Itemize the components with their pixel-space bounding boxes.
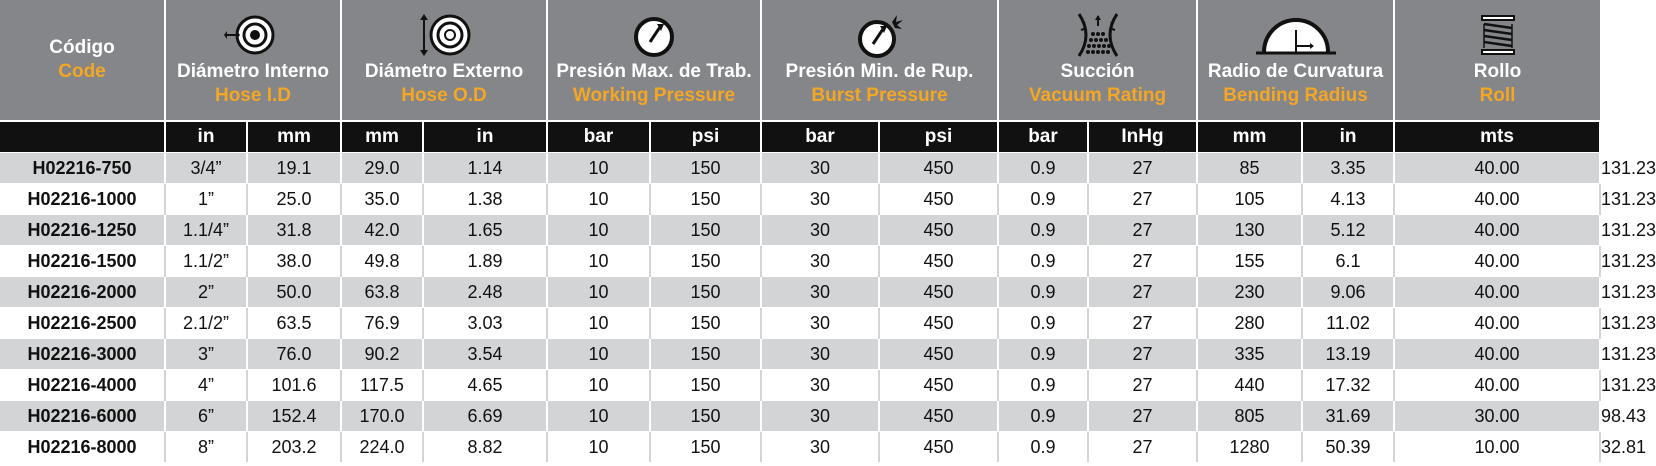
code-cell: H02216-3000: [0, 339, 165, 370]
table-body: [0, 153, 1656, 463]
value-cell: 450: [879, 339, 998, 370]
value-cell: 6.1: [1302, 246, 1394, 277]
unit-cell: psi: [650, 121, 761, 153]
value-cell: 450: [879, 370, 998, 401]
value-cell: 27: [1088, 308, 1197, 339]
value-cell: 4.13: [1302, 184, 1394, 215]
value-cell: 0.9: [998, 246, 1088, 277]
value-cell: 8”: [165, 432, 247, 463]
inner-diameter-icon: [223, 10, 283, 60]
value-cell: 150: [650, 308, 761, 339]
value-cell: 30: [761, 308, 879, 339]
value-cell: 76.9: [341, 308, 423, 339]
value-cell: 8.82: [423, 432, 547, 463]
header-working-pressure-es: Presión Max. de Trab.: [556, 61, 752, 82]
value-cell: 224.0: [341, 432, 423, 463]
header-code-es: Código: [49, 37, 115, 58]
value-cell: 76.0: [247, 339, 341, 370]
value-cell: 5.12: [1302, 215, 1394, 246]
value-cell: 2.48: [423, 277, 547, 308]
value-cell: 17.32: [1302, 370, 1394, 401]
code-cell: H02216-6000: [0, 401, 165, 432]
value-cell: 805: [1197, 401, 1302, 432]
value-cell: 40.00: [1394, 153, 1600, 184]
value-cell: 10.00: [1394, 432, 1600, 463]
unit-cell: in: [423, 121, 547, 153]
table-row: H02216-3000 3” 76.0 90.2 3.54 10 150 30 450 0.9 27 335 13.19 40.00 131.23: [0, 339, 1600, 370]
value-cell: 1”: [165, 184, 247, 215]
header-hose-id: [165, 0, 341, 121]
value-cell: 150: [650, 184, 761, 215]
value-cell: 27: [1088, 184, 1197, 215]
header-hose-id-es: Diámetro Interno: [176, 61, 330, 82]
value-cell: 1280: [1197, 432, 1302, 463]
unit-cell: mm: [341, 121, 423, 153]
unit-cell: mm: [247, 121, 341, 153]
value-cell: 50.0: [247, 277, 341, 308]
header-working-pressure: [547, 0, 761, 121]
code-cell: H02216-1500: [0, 246, 165, 277]
code-cell: H02216-1000: [0, 184, 165, 215]
value-cell: 1.1/2”: [165, 246, 247, 277]
value-cell: 0.9: [998, 277, 1088, 308]
value-cell: 10: [547, 277, 650, 308]
value-cell: 3.35: [1302, 153, 1394, 184]
code-cell: H02216-1250: [0, 215, 165, 246]
value-cell: 130: [1197, 215, 1302, 246]
value-cell: 150: [650, 401, 761, 432]
value-cell: 38.0: [247, 246, 341, 277]
header-bending-radius: [1197, 0, 1394, 121]
unit-cell: in: [1302, 121, 1394, 153]
coil-icon: [1478, 10, 1518, 60]
unit-cell-code: [0, 121, 165, 153]
code-cell: H02216-2000: [0, 277, 165, 308]
value-cell: 30: [761, 277, 879, 308]
value-cell: 27: [1088, 432, 1197, 463]
header-bending-radius-es: Radio de Curvatura: [1207, 61, 1384, 82]
value-cell: 10: [547, 401, 650, 432]
value-cell: 0.9: [998, 432, 1088, 463]
value-cell: 10: [547, 246, 650, 277]
header-hose-od-es: Diámetro Externo: [364, 61, 524, 82]
value-cell: 40.00: [1394, 215, 1600, 246]
table-row: H02216-8000 8” 203.2 224.0 8.82 10 150 30 450 0.9 27 1280 50.39 10.00 32.81: [0, 432, 1600, 463]
value-cell: 27: [1088, 215, 1197, 246]
pressure-gauge-icon: [631, 10, 677, 60]
value-cell: 1.38: [423, 184, 547, 215]
unit-cell: bar: [761, 121, 879, 153]
table-row: H02216-750 3/4” 19.1 29.0 1.14 10 150 30 450 0.9 27 85 3.35 40.00 131.23: [0, 153, 1600, 184]
code-cell: H02216-2500: [0, 308, 165, 339]
value-cell: 29.0: [341, 153, 423, 184]
code-cell: H02216-750: [0, 153, 165, 184]
code-cell: H02216-4000: [0, 370, 165, 401]
value-cell: 27: [1088, 370, 1197, 401]
table-row: H02216-1250 1.1/4” 31.8 42.0 1.65 10 150 30 450 0.9 27 130 5.12 40.00 131.23: [0, 215, 1600, 246]
value-cell: 230: [1197, 277, 1302, 308]
unit-cell: mts: [1394, 121, 1600, 153]
value-cell: 0.9: [998, 215, 1088, 246]
value-cell: 450: [879, 308, 998, 339]
value-cell: 40.00: [1394, 370, 1600, 401]
value-cell: 30: [761, 153, 879, 184]
value-cell: 30: [761, 432, 879, 463]
value-cell: 4.65: [423, 370, 547, 401]
value-cell: 6.69: [423, 401, 547, 432]
value-cell: 0.9: [998, 401, 1088, 432]
value-cell: 155: [1197, 246, 1302, 277]
table-row: H02216-6000 6” 152.4 170.0 6.69 10 150 30 450 0.9 27 805 31.69 30.00 98.43: [0, 401, 1600, 432]
value-cell: 30: [761, 401, 879, 432]
value-cell: 30: [761, 215, 879, 246]
value-cell: 63.8: [341, 277, 423, 308]
value-cell: 3”: [165, 339, 247, 370]
value-cell: 6”: [165, 401, 247, 432]
value-cell: 13.19: [1302, 339, 1394, 370]
value-cell: 40.00: [1394, 277, 1600, 308]
value-cell: 440: [1197, 370, 1302, 401]
value-cell: 450: [879, 277, 998, 308]
header-code: [0, 0, 165, 121]
value-cell: 10: [547, 153, 650, 184]
table-row: H02216-1500 1.1/2” 38.0 49.8 1.89 10 150 30 450 0.9 27 155 6.1 40.00 131.23: [0, 246, 1600, 277]
value-cell: 40.00: [1394, 184, 1600, 215]
value-cell: 150: [650, 246, 761, 277]
value-cell: 4”: [165, 370, 247, 401]
value-cell: 0.9: [998, 308, 1088, 339]
value-cell: 3.03: [423, 308, 547, 339]
value-cell: 10: [547, 370, 650, 401]
value-cell: 27: [1088, 401, 1197, 432]
value-cell: 10: [547, 184, 650, 215]
value-cell: 10: [547, 308, 650, 339]
value-cell: 49.8: [341, 246, 423, 277]
value-cell: 280: [1197, 308, 1302, 339]
header-code-en: Code: [58, 61, 106, 82]
value-cell: 30.00: [1394, 401, 1600, 432]
value-cell: 11.02: [1302, 308, 1394, 339]
header-roll: [1394, 0, 1600, 121]
value-cell: 150: [650, 339, 761, 370]
value-cell: 31.69: [1302, 401, 1394, 432]
header-burst-pressure-en: Burst Pressure: [811, 85, 948, 106]
header-hose-od: [341, 0, 547, 121]
value-cell: 1.14: [423, 153, 547, 184]
value-cell: 10: [547, 432, 650, 463]
value-cell: 27: [1088, 153, 1197, 184]
value-cell: 0.9: [998, 339, 1088, 370]
value-cell: 30: [761, 184, 879, 215]
value-cell: 2”: [165, 277, 247, 308]
outer-diameter-icon: [414, 10, 474, 60]
value-cell: 0.9: [998, 370, 1088, 401]
value-cell: 150: [650, 370, 761, 401]
header-bending-radius-en: Bending Radius: [1223, 85, 1368, 106]
value-cell: 150: [650, 277, 761, 308]
unit-cell: InHg: [1088, 121, 1197, 153]
unit-cell: psi: [879, 121, 998, 153]
value-cell: 27: [1088, 339, 1197, 370]
value-cell: 19.1: [247, 153, 341, 184]
table-row: H02216-2000 2” 50.0 63.8 2.48 10 150 30 450 0.9 27 230 9.06 40.00 131.23: [0, 277, 1600, 308]
value-cell: 101.6: [247, 370, 341, 401]
value-cell: 450: [879, 153, 998, 184]
value-cell: 85: [1197, 153, 1302, 184]
header-row: [0, 0, 1600, 121]
value-cell: 0.9: [998, 184, 1088, 215]
value-cell: 150: [650, 153, 761, 184]
burst-gauge-icon: [855, 10, 905, 60]
value-cell: 25.0: [247, 184, 341, 215]
value-cell: 30: [761, 339, 879, 370]
table-row: H02216-2500 2.1/2” 63.5 76.9 3.03 10 150 30 450 0.9 27 280 11.02 40.00 131.23: [0, 308, 1600, 339]
value-cell: 0.9: [998, 153, 1088, 184]
value-cell: 450: [879, 246, 998, 277]
header-vacuum-en: Vacuum Rating: [1028, 85, 1167, 106]
value-cell: 1.65: [423, 215, 547, 246]
value-cell: 40.00: [1394, 308, 1600, 339]
value-cell: 10: [547, 215, 650, 246]
value-cell: 450: [879, 184, 998, 215]
unit-cell: bar: [547, 121, 650, 153]
value-cell: 450: [879, 215, 998, 246]
value-cell: 40.00: [1394, 246, 1600, 277]
value-cell: 31.8: [247, 215, 341, 246]
unit-cell: mm: [1197, 121, 1302, 153]
value-cell: 1.1/4”: [165, 215, 247, 246]
header-vacuum: [998, 0, 1197, 121]
value-cell: 150: [650, 432, 761, 463]
unit-cell: in: [165, 121, 247, 153]
unit-row: in mm mm in bar psi bar psi bar InHg mm in mts fts: [0, 121, 1600, 153]
value-cell: 27: [1088, 277, 1197, 308]
value-cell: 50.39: [1302, 432, 1394, 463]
value-cell: 450: [879, 432, 998, 463]
header-burst-pressure: [761, 0, 998, 121]
header-working-pressure-en: Working Pressure: [572, 85, 736, 106]
value-cell: 35.0: [341, 184, 423, 215]
vacuum-icon: [1071, 10, 1125, 60]
value-cell: 2.1/2”: [165, 308, 247, 339]
value-cell: 117.5: [341, 370, 423, 401]
value-cell: 203.2: [247, 432, 341, 463]
value-cell: 10: [547, 339, 650, 370]
value-cell: 30: [761, 246, 879, 277]
value-cell: 27: [1088, 246, 1197, 277]
value-cell: 90.2: [341, 339, 423, 370]
header-vacuum-es: Succión: [1060, 61, 1135, 82]
value-cell: 63.5: [247, 308, 341, 339]
header-burst-pressure-es: Presión Min. de Rup.: [785, 61, 974, 82]
code-cell: H02216-8000: [0, 432, 165, 463]
bending-radius-icon: [1254, 10, 1338, 60]
value-cell: 1.89: [423, 246, 547, 277]
value-cell: 9.06: [1302, 277, 1394, 308]
value-cell: 150: [650, 215, 761, 246]
value-cell: 42.0: [341, 215, 423, 246]
value-cell: 335: [1197, 339, 1302, 370]
header-hose-id-en: Hose I.D: [214, 85, 292, 106]
value-cell: 30: [761, 370, 879, 401]
value-cell: 450: [879, 401, 998, 432]
value-cell: 40.00: [1394, 339, 1600, 370]
unit-cell: bar: [998, 121, 1088, 153]
table-row: H02216-4000 4” 101.6 117.5 4.65 10 150 30 450 0.9 27 440 17.32 40.00 131.23: [0, 370, 1600, 401]
value-cell: 3/4”: [165, 153, 247, 184]
value-cell: 170.0: [341, 401, 423, 432]
header-roll-en: Roll: [1479, 85, 1516, 106]
value-cell: 3.54: [423, 339, 547, 370]
value-cell: 105: [1197, 184, 1302, 215]
header-roll-es: Rollo: [1473, 61, 1522, 82]
value-cell: 152.4: [247, 401, 341, 432]
table-row: H02216-1000 1” 25.0 35.0 1.38 10 150 30 450 0.9 27 105 4.13 40.00 131.23: [0, 184, 1600, 215]
header-hose-od-en: Hose O.D: [401, 85, 487, 106]
